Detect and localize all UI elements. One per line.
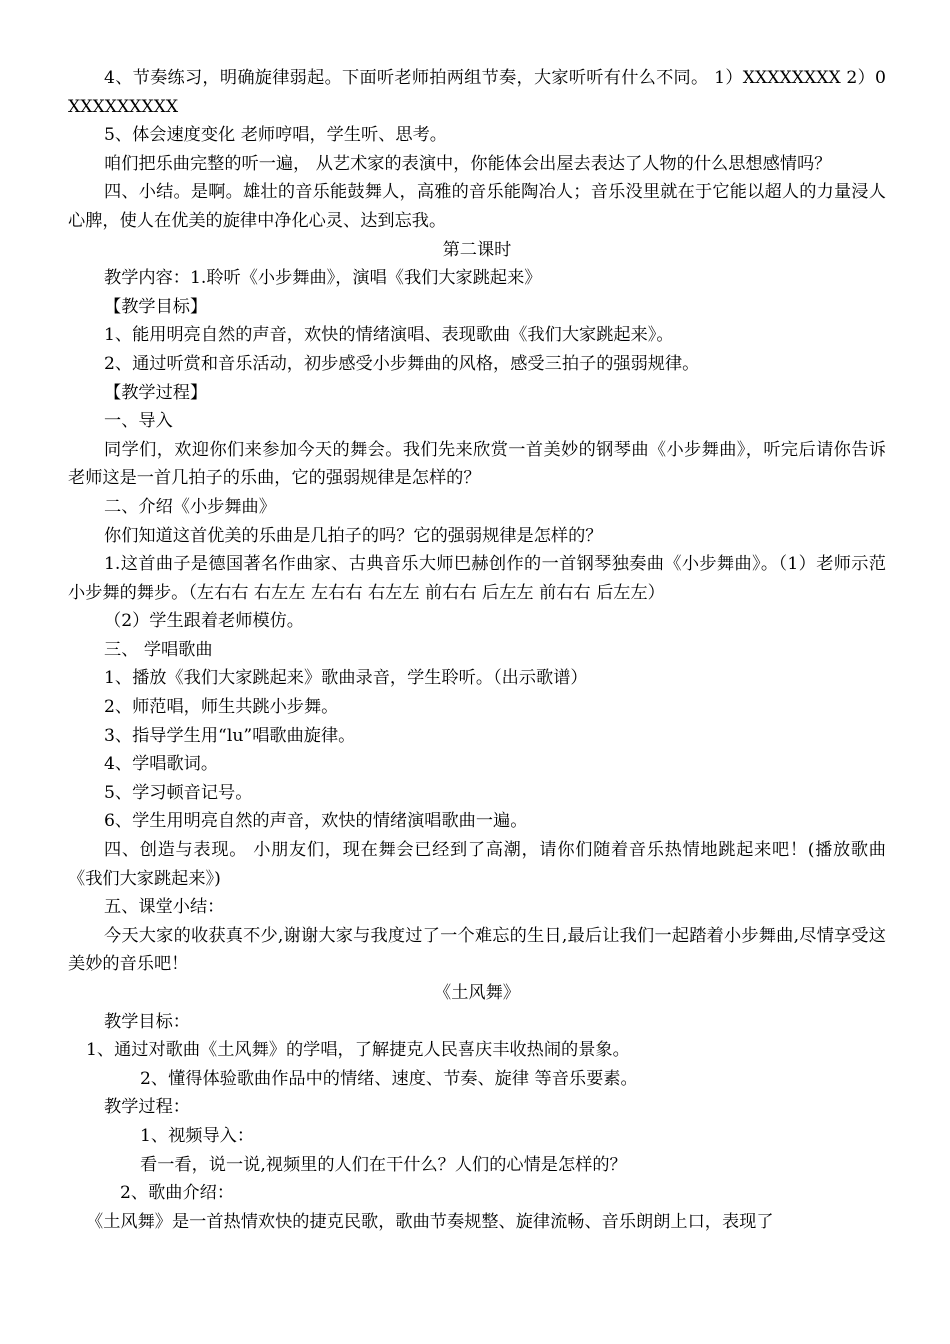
heading-teaching-goals: 【教学目标】 [104,296,208,317]
paragraph-tempo-change: 5、体会速度变化 老师哼唱，学生听、思考。 [104,125,447,146]
paragraph-bach-minuet: 1.这首曲子是德国著名作曲家、古典音乐大师巴赫创作的一首钢琴独奏曲《小步舞曲》。（1）老师示范小步舞的舞步。（左右右 右左左 左右右 右左左 前右右 后左左 前右右 后左左） [68,554,886,603]
step-introduction: 一、导入 [104,411,173,432]
goal-item-2: 2、通过听赏和音乐活动，初步感受小步舞曲的风格，感受三拍子的强弱规律。 [104,353,700,374]
goal-item-1: 1、能用明亮自然的声音，欢快的情绪演唱、表现歌曲《我们大家跳起来》。 [104,325,674,346]
paragraph-closing: 今天大家的收获真不少,谢谢大家与我度过了一个难忘的生日,最后让我们一起踏着小步舞曲,尽情享受这美妙的音乐吧！ [68,925,886,975]
list-item-lu-melody: 3、指导学生用“lu”唱歌曲旋律。 [104,725,356,746]
paragraph-welcome: 同学们，欢迎你们来参加今天的舞会。我们先来欣赏一首美妙的钢琴曲《小步舞曲》，听完后请你告诉老师这是一首几拍子的乐曲，它的强弱规律是怎样的？ [68,439,886,489]
paragraph-look-and-say: 看一看，说一说,视频里的人们在干什么？人们的心情是怎样的？ [140,1154,627,1175]
list-item-play-recording: 1、播放《我们大家跳起来》歌曲录音，学生聆听。（出示歌谱） [104,668,588,689]
paragraph-listen-complete: 咱们把乐曲完整的听一遍， 从艺术家的表演中，你能体会出屋去表达了人物的什么思想感情吗？ [104,153,832,174]
step-introduce-minuet: 二、介绍《小步舞曲》 [104,496,276,517]
list-item-demo-sing: 2、师范唱，师生共跳小步舞。 [104,697,339,718]
section-heading-folk-dance: 《土风舞》 [434,983,520,1003]
list-item-staccato: 5、学习顿音记号。 [104,782,253,803]
list-item-lyrics: 4、学唱歌词。 [104,754,219,775]
step-class-summary: 五、课堂小结： [104,897,225,918]
paragraph-summary: 四、小结。是啊。雄壮的音乐能鼓舞人，高雅的音乐能陶冶人；音乐没里就在于它能以超人的力量浸人心脾，使人在优美的旋律中净化心灵、达到忘我。 [68,182,886,231]
paragraph-question: 你们知道这首优美的乐曲是几拍子的吗？它的强弱规律是怎样的？ [104,525,603,546]
document-page [68,64,886,1236]
list-item-sing-once: 6、学生用明亮自然的声音，欢快的情绪演唱歌曲一遍。 [104,811,528,832]
step-create-perform: 四、创造与表现。 小朋友们，现在舞会已经到了高潮，请你们随着音乐热情地跳起来吧！(播放歌曲《我们大家跳起来》) [68,840,886,889]
paragraph-folk-description: 《土风舞》是一首热情欢快的捷克民歌，歌曲节奏规整、旋律流畅、音乐朗朗上口，表现了 [86,1211,774,1232]
folk-step-song-intro: 2、歌曲介绍： [120,1183,235,1204]
paragraph-imitate: （2）学生跟着老师模仿。 [104,611,304,632]
step-learn-song: 三、 学唱歌曲 [104,639,213,660]
paragraph-rhythm-practice: 4、节奏练习，明确旋律弱起。下面听老师拍两组节奏，大家听听有什么不同。 1）XXXXXXXX 2）0XXXXXXXXX [68,68,886,117]
section-heading-second-lesson: 第二课时 [442,239,512,260]
folk-goal-item-1: 1、通过对歌曲《土风舞》的学唱，了解捷克人民喜庆丰收热闹的景象。 [86,1040,630,1061]
paragraph-teaching-content: 教学内容：1.聆听《小步舞曲》，演唱《我们大家跳起来》 [104,268,542,289]
folk-step-video: 1、视频导入： [140,1125,255,1146]
heading-folk-process: 教学过程： [104,1097,190,1118]
heading-folk-goals: 教学目标： [104,1011,190,1032]
heading-teaching-process: 【教学过程】 [104,382,208,403]
folk-goal-item-2: 2、懂得体验歌曲作品中的情绪、速度、节奏、旋律 等音乐要素。 [140,1068,638,1089]
